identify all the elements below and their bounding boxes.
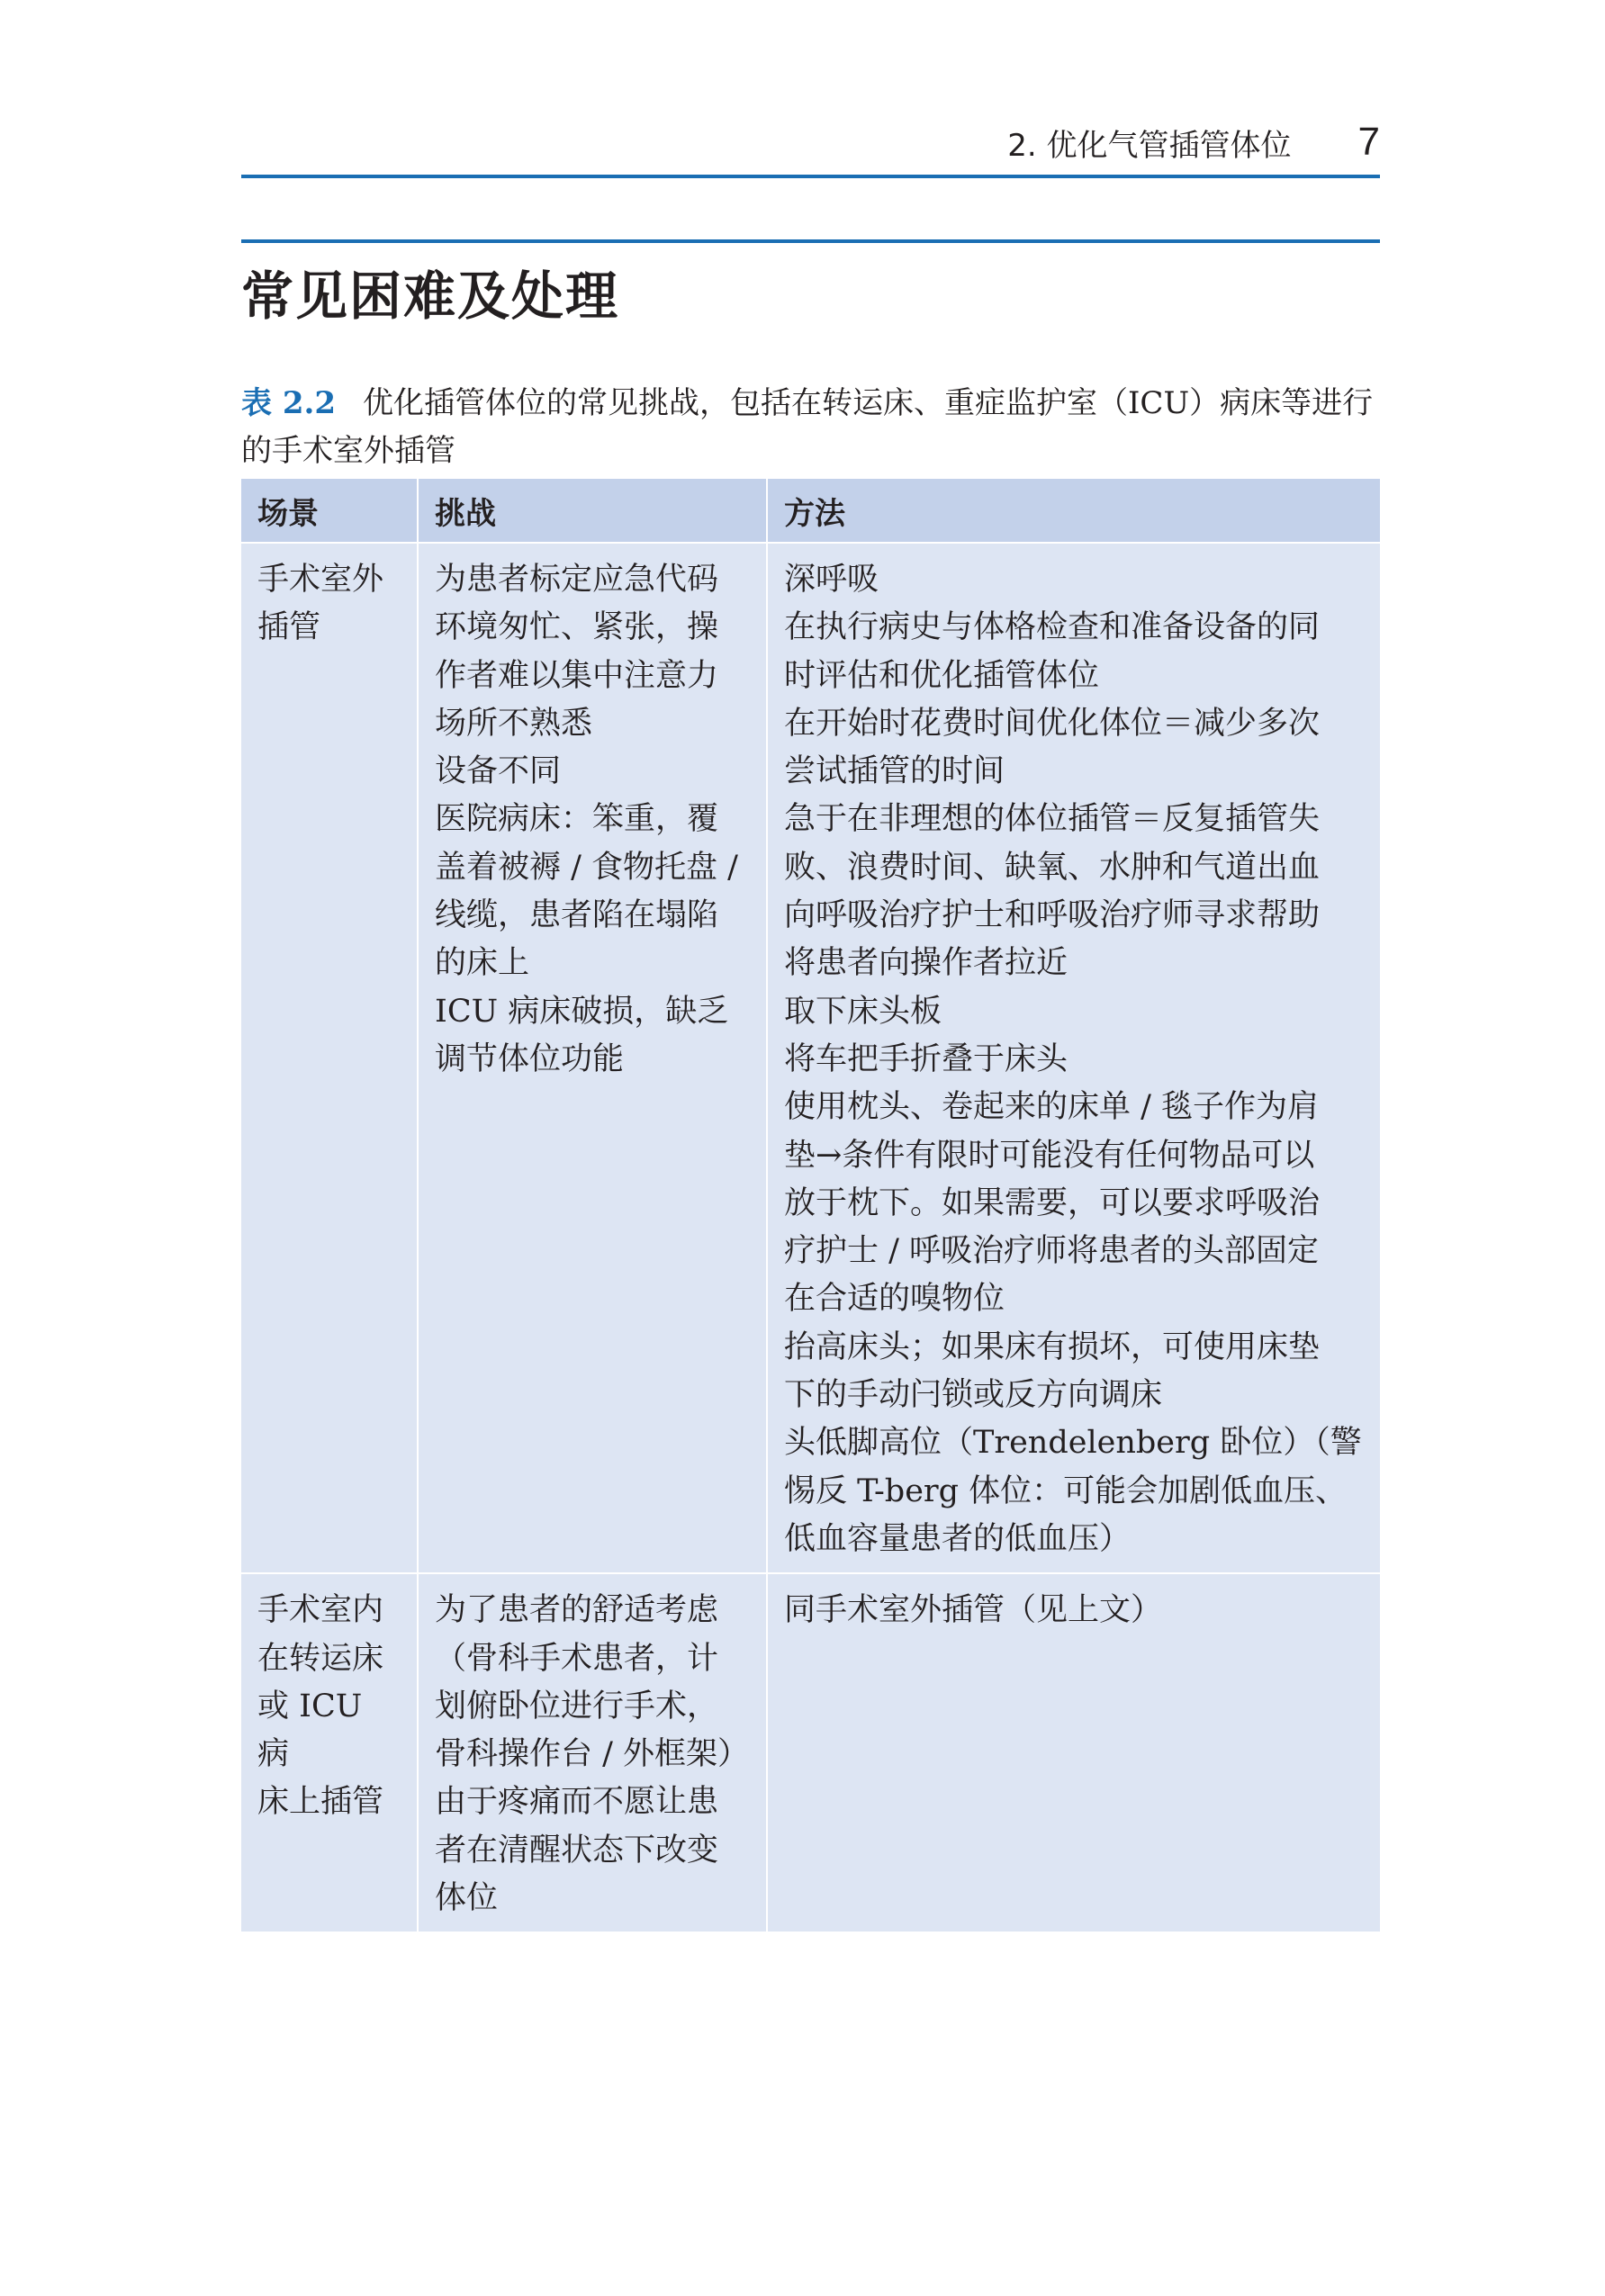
table-caption — [241, 380, 1380, 475]
cell-line: 床上插管 — [257, 1784, 384, 1821]
cell-line: 尝试插管的时间 — [784, 753, 1005, 790]
cell-methods — [767, 543, 1380, 1573]
cell-line: 时评估和优化插管体位 — [784, 657, 1100, 694]
cell-line: 或 ICU 病 — [257, 1688, 363, 1773]
cell-line: 骨科操作台 / 外框架） — [435, 1736, 750, 1773]
table-caption-label: 表 2.2 — [241, 385, 336, 421]
cell-line: 医院病床：笨重，覆 — [435, 801, 719, 838]
cell-line: 在转运床 — [257, 1640, 384, 1677]
cell-line: 手术室内 — [257, 1592, 384, 1629]
cell-line: 在执行病史与体格检查和准备设备的同 — [784, 609, 1321, 646]
table-row — [241, 543, 1380, 1573]
cell-line: 低血容量患者的低血压） — [784, 1520, 1132, 1557]
cell-line: 者在清醒状态下改变 — [435, 1832, 719, 1868]
page-number: 7 — [1357, 120, 1380, 164]
cell-line: 惕反 T-berg 体位：可能会加剧低血压、 — [784, 1472, 1348, 1509]
table-row — [241, 1573, 1380, 1931]
cell-line: 将车把手折叠于床头 — [784, 1040, 1068, 1077]
cell-line: 插管 — [257, 609, 321, 646]
cell-line: 使用枕头、卷起来的床单 / 毯子作为肩 — [784, 1089, 1320, 1126]
section-rule — [241, 239, 1380, 243]
running-title: 2. 优化气管插管体位 — [1007, 127, 1292, 164]
cell-line: 体位 — [435, 1880, 499, 1917]
cell-line: 调节体位功能 — [435, 1040, 625, 1077]
cell-line: 取下床头板 — [784, 993, 942, 1030]
cell-line: 设备不同 — [435, 753, 562, 790]
cell-line: 由于疼痛而不愿让患 — [435, 1784, 719, 1821]
cell-line: 的床上 — [435, 945, 530, 982]
column-header-scenario: 场景 — [241, 479, 418, 543]
cell-line: 同手术室外插管（见上文） — [784, 1592, 1163, 1629]
cell-line: 盖着被褥 / 食物托盘 / — [435, 849, 738, 886]
cell-line: 为患者标定应急代码 — [435, 562, 719, 598]
cell-line: 抬高床头；如果床有损坏，可使用床垫 — [784, 1328, 1321, 1365]
cell-challenges — [418, 543, 767, 1573]
cell-line: 划俯卧位进行手术， — [435, 1688, 719, 1724]
cell-line: 将患者向操作者拉近 — [784, 945, 1068, 982]
cell-line: 深呼吸 — [784, 562, 879, 598]
cell-scenario — [241, 1573, 418, 1931]
challenges-table — [241, 479, 1380, 1931]
header-rule — [241, 175, 1380, 178]
cell-line: 疗护士 / 呼吸治疗师将患者的头部固定 — [784, 1233, 1320, 1270]
cell-line: 为了患者的舒适考虑 — [435, 1592, 719, 1629]
cell-line: 下的手动闩锁或反方向调床 — [784, 1377, 1163, 1414]
cell-line: ICU 病床破损，缺乏 — [435, 993, 729, 1030]
cell-scenario — [241, 543, 418, 1573]
cell-line: 败、浪费时间、缺氧、水肿和气道出血 — [784, 849, 1321, 886]
cell-line: 在开始时花费时间优化体位＝减少多次 — [784, 705, 1321, 742]
table-caption-text: 优化插管体位的常见挑战，包括在转运床、重症监护室（ICU）病床等进行的手术室外插管 — [241, 385, 1374, 469]
cell-line: 向呼吸治疗护士和呼吸治疗师寻求帮助 — [784, 897, 1321, 934]
cell-line: 场所不熟悉 — [435, 705, 593, 742]
cell-line: （骨科手术患者，计 — [435, 1640, 719, 1677]
cell-line: 环境匆忙、紧张，操 — [435, 609, 719, 646]
cell-line: 垫→条件有限时可能没有任何物品可以 — [784, 1137, 1315, 1174]
running-header — [241, 115, 1380, 169]
section-title: 常见困难及处理 — [241, 266, 620, 327]
cell-methods — [767, 1573, 1380, 1931]
column-header-method: 方法 — [767, 479, 1380, 543]
cell-challenges — [418, 1573, 767, 1931]
cell-line: 急于在非理想的体位插管＝反复插管失 — [784, 801, 1321, 838]
cell-line: 头低脚高位（Trendelenberg 卧位）（警 — [784, 1425, 1362, 1462]
cell-line: 放于枕下。如果需要，可以要求呼吸治 — [784, 1184, 1321, 1221]
cell-line: 在合适的嗅物位 — [784, 1281, 1005, 1318]
table-header-row — [241, 479, 1380, 543]
cell-line: 线缆，患者陷在塌陷 — [435, 897, 719, 934]
cell-line: 手术室外 — [257, 562, 384, 598]
cell-line: 作者难以集中注意力 — [435, 657, 719, 694]
column-header-challenge: 挑战 — [418, 479, 767, 543]
